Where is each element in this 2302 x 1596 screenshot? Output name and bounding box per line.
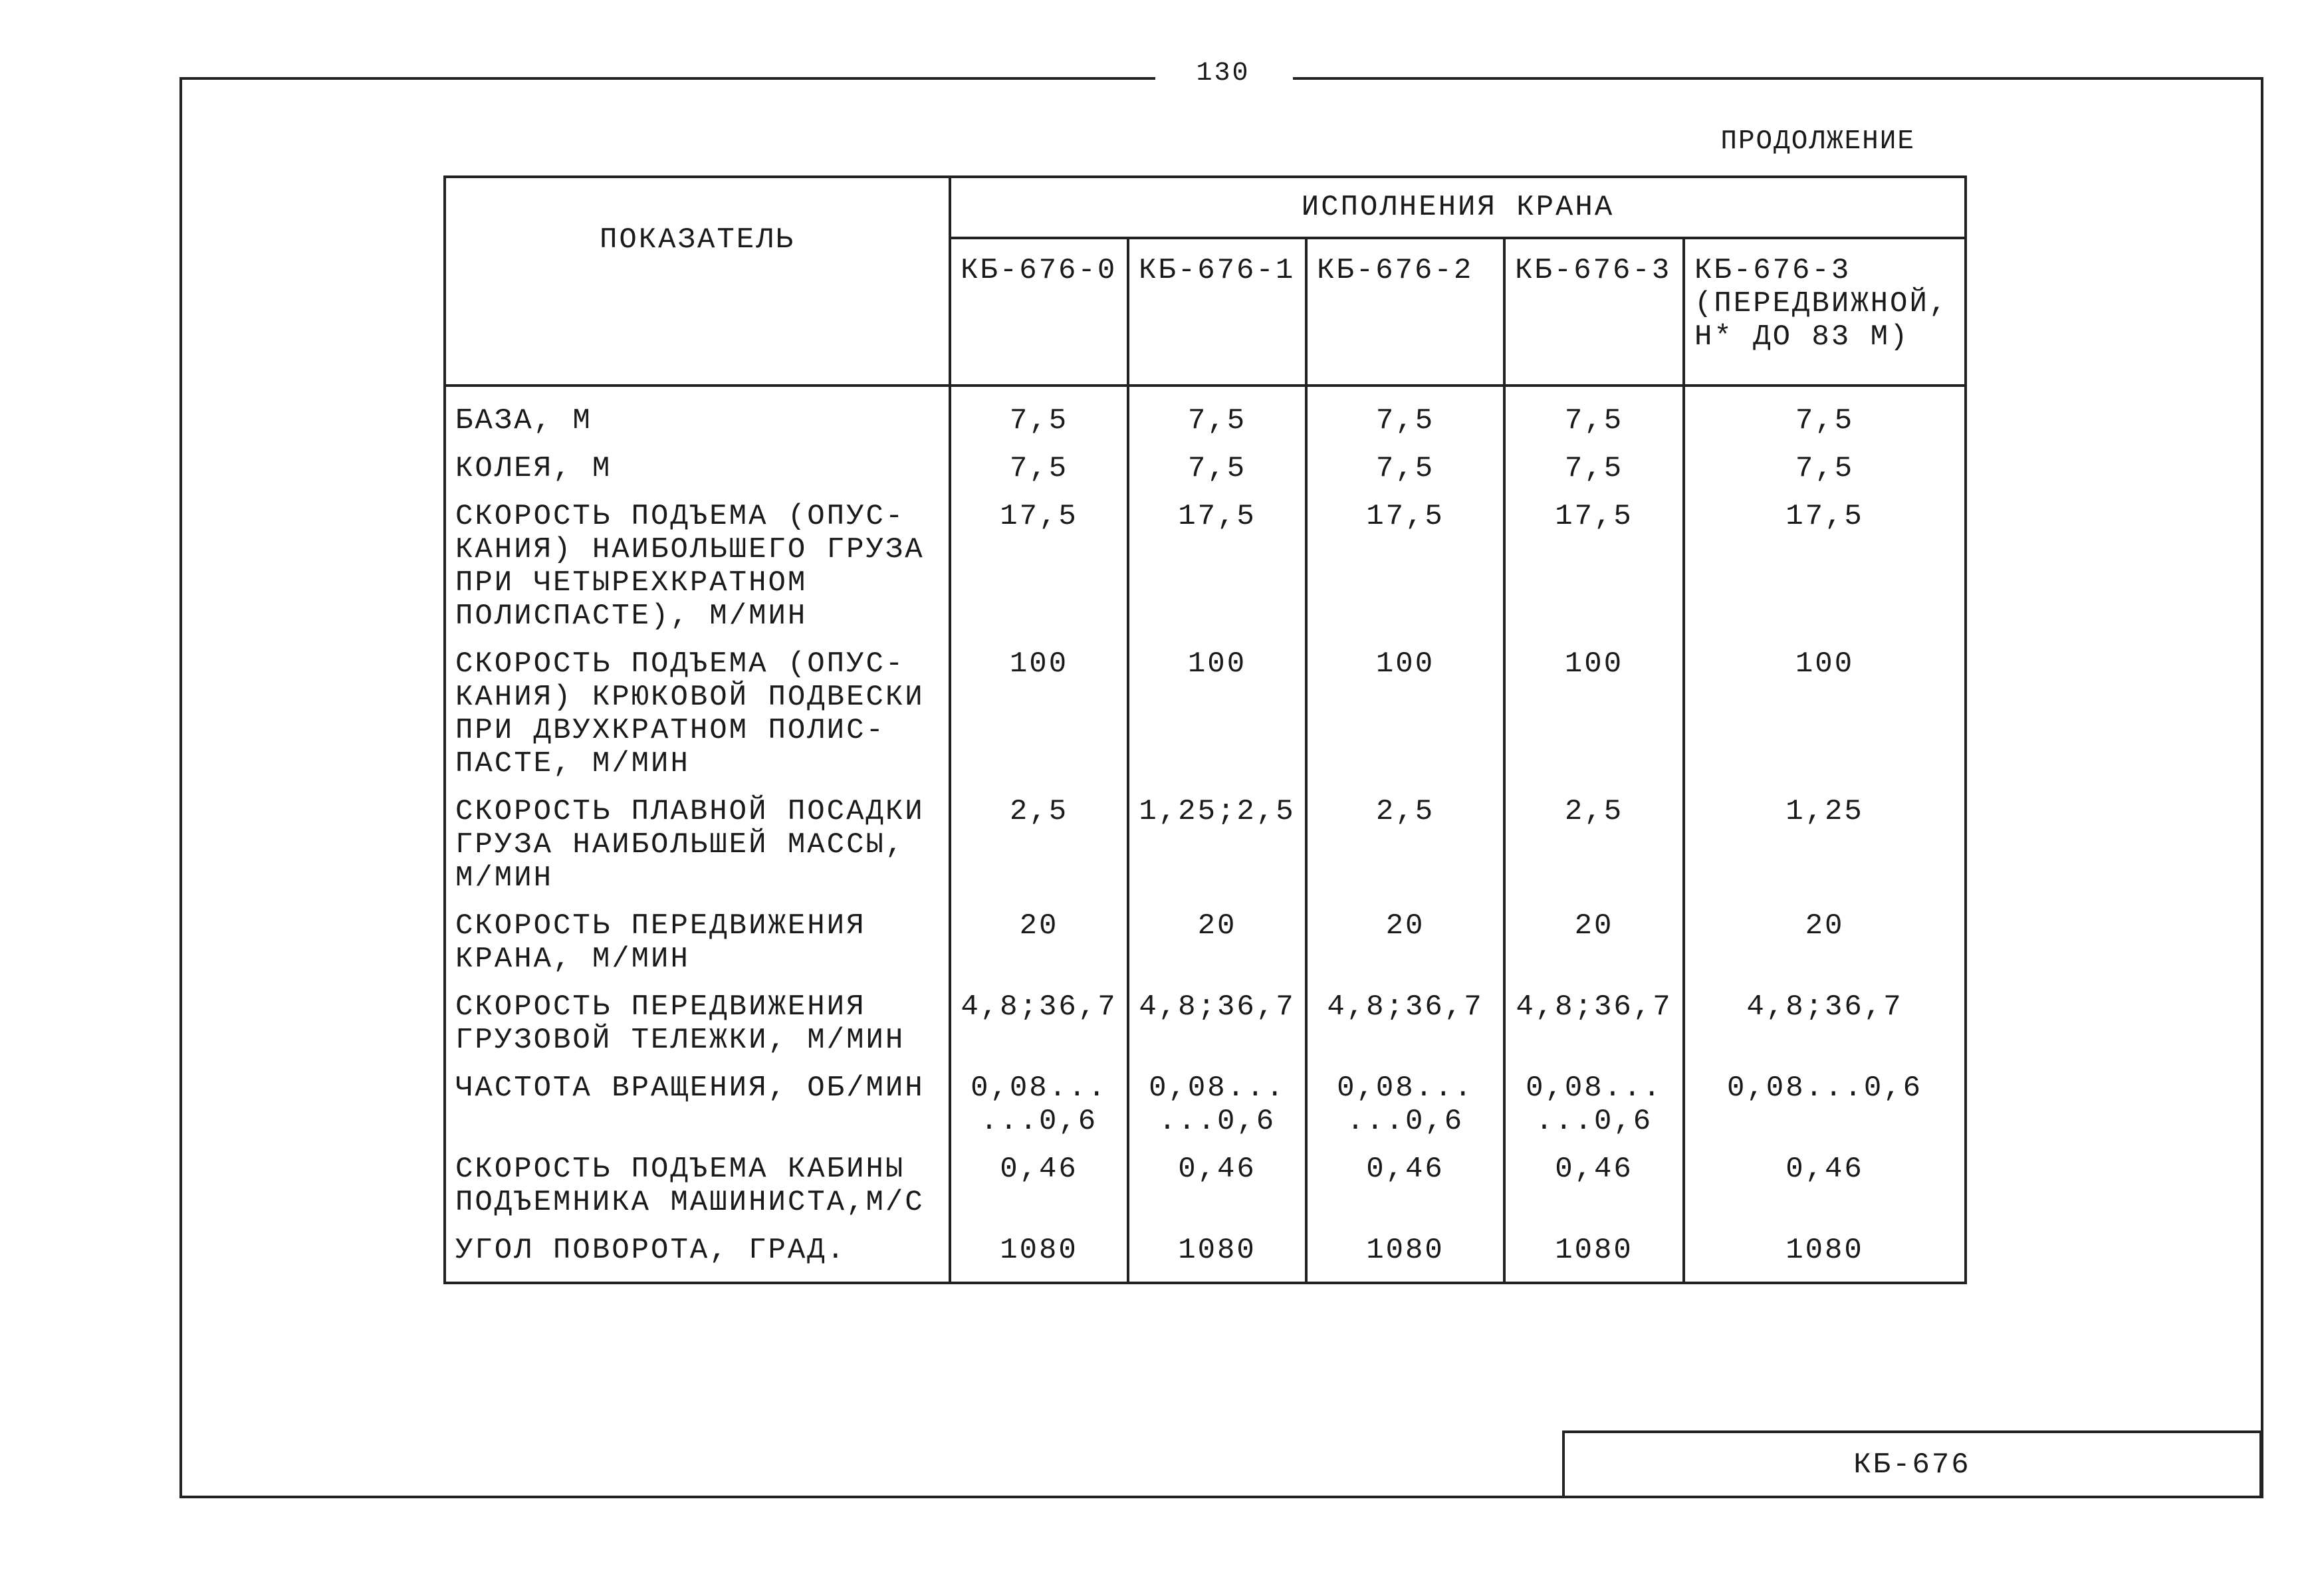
value-cell: 7,5 [1128,386,1306,437]
value-cell: 20 [1128,895,1306,976]
value-cell: 17,5 [1684,485,1966,633]
value-cell: 100 [950,633,1128,780]
value-cell: 17,5 [1128,485,1306,633]
variant-header: КБ-676-3 [1504,238,1684,386]
value-cell: 1,25;2,5 [1128,780,1306,895]
row-label: КОЛЕЯ, М [445,437,950,485]
document-stamp [1562,1430,2262,1497]
table-row [445,780,1966,895]
variant-header: КБ-676-1 [1128,238,1306,386]
row-label: СКОРОСТЬ ПЕРЕДВИЖЕНИЯ ГРУЗОВОЙ ТЕЛЕЖКИ, М/МИН [445,976,950,1057]
table-row [445,1219,1966,1283]
frame-top-left-line [179,77,1155,80]
value-cell: 1080 [950,1219,1128,1283]
value-cell: 17,5 [1306,485,1504,633]
value-cell: 0,46 [1306,1138,1504,1219]
crane-variants-group-header: ИСПОЛНЕНИЯ КРАНА [950,177,1966,238]
value-cell: 7,5 [1306,386,1504,437]
value-cell: 7,5 [1504,437,1684,485]
value-cell: 100 [1128,633,1306,780]
value-cell: 7,5 [1684,386,1966,437]
value-cell: 0,46 [1504,1138,1684,1219]
value-cell: 20 [1504,895,1684,976]
value-cell: 2,5 [950,780,1128,895]
value-cell: 2,5 [1306,780,1504,895]
page-number: 130 [1196,58,1250,88]
variant-header: КБ-676-2 [1306,238,1504,386]
value-cell: 1080 [1684,1219,1966,1283]
frame-right-line [2261,77,2263,1498]
crane-specs-table [443,175,1967,1284]
row-label: СКОРОСТЬ ПОДЪЕМА (ОПУС-КАНИЯ) НАИБОЛЬШЕГО ГРУЗА ПРИ ЧЕТЫРЕХКРАТНОМ ПОЛИСПАСТЕ), М/МИН [445,485,950,633]
value-cell: 0,46 [950,1138,1128,1219]
variant-header: КБ-676-0 [950,238,1128,386]
table-row [445,485,1966,633]
value-cell: 7,5 [1504,386,1684,437]
row-label: УГОЛ ПОВОРОТА, ГРАД. [445,1219,950,1283]
table-row [445,386,1966,437]
value-cell: 100 [1504,633,1684,780]
value-cell: 17,5 [1504,485,1684,633]
frame-top-right-line [1293,77,2263,80]
value-cell: 20 [950,895,1128,976]
value-cell: 100 [1306,633,1504,780]
value-cell: 20 [1684,895,1966,976]
value-cell: 1080 [1128,1219,1306,1283]
value-cell: 0,46 [1128,1138,1306,1219]
value-cell: 0,08...0,6 [1684,1057,1966,1138]
stamp-code: КБ-676 [1853,1448,1971,1482]
value-cell: 4,8;36,7 [1684,976,1966,1057]
table-body [445,386,1966,1283]
value-cell: 1080 [1504,1219,1684,1283]
value-cell: 17,5 [950,485,1128,633]
value-cell: 0,46 [1684,1138,1966,1219]
row-label: ЧАСТОТА ВРАЩЕНИЯ, ОБ/МИН [445,1057,950,1138]
continuation-label: ПРОДОЛЖЕНИЕ [1720,126,1915,157]
value-cell: 4,8;36,7 [950,976,1128,1057]
value-cell: 1080 [1306,1219,1504,1283]
value-cell: 4,8;36,7 [1306,976,1504,1057]
value-cell: 7,5 [1306,437,1504,485]
row-label: СКОРОСТЬ ПЛАВНОЙ ПОСАДКИ ГРУЗА НАИБОЛЬШЕЙ МАССЫ, М/МИН [445,780,950,895]
table-row [445,1138,1966,1219]
value-cell: 2,5 [1504,780,1684,895]
table-row [445,1057,1966,1138]
row-label: СКОРОСТЬ ПОДЪЕМА (ОПУС-КАНИЯ) КРЮКОВОЙ ПОДВЕСКИ ПРИ ДВУХКРАТНОМ ПОЛИС-ПАСТЕ, М/МИН [445,633,950,780]
table-row [445,895,1966,976]
table-row [445,976,1966,1057]
value-cell: 1,25 [1684,780,1966,895]
frame-left-line [179,77,182,1498]
value-cell: 0,08... ...0,6 [950,1057,1128,1138]
row-label: СКОРОСТЬ ПОДЪЕМА КАБИНЫ ПОДЪЕМНИКА МАШИНИСТА,М/С [445,1138,950,1219]
value-cell: 7,5 [950,386,1128,437]
row-label: СКОРОСТЬ ПЕРЕДВИЖЕНИЯ КРАНА, М/МИН [445,895,950,976]
value-cell: 0,08... ...0,6 [1504,1057,1684,1138]
value-cell: 7,5 [1684,437,1966,485]
variant-header: КБ-676-3 (ПЕРЕДВИЖНОЙ, Н* ДО 83 М) [1684,238,1966,386]
value-cell: 0,08... ...0,6 [1306,1057,1504,1138]
row-label: БАЗА, М [445,386,950,437]
indicator-column-header: ПОКАЗАТЕЛЬ [445,177,950,386]
table-row [445,437,1966,485]
value-cell: 7,5 [950,437,1128,485]
value-cell: 7,5 [1128,437,1306,485]
value-cell: 100 [1684,633,1966,780]
value-cell: 0,08... ...0,6 [1128,1057,1306,1138]
value-cell: 20 [1306,895,1504,976]
value-cell: 4,8;36,7 [1504,976,1684,1057]
table-row [445,633,1966,780]
value-cell: 4,8;36,7 [1128,976,1306,1057]
